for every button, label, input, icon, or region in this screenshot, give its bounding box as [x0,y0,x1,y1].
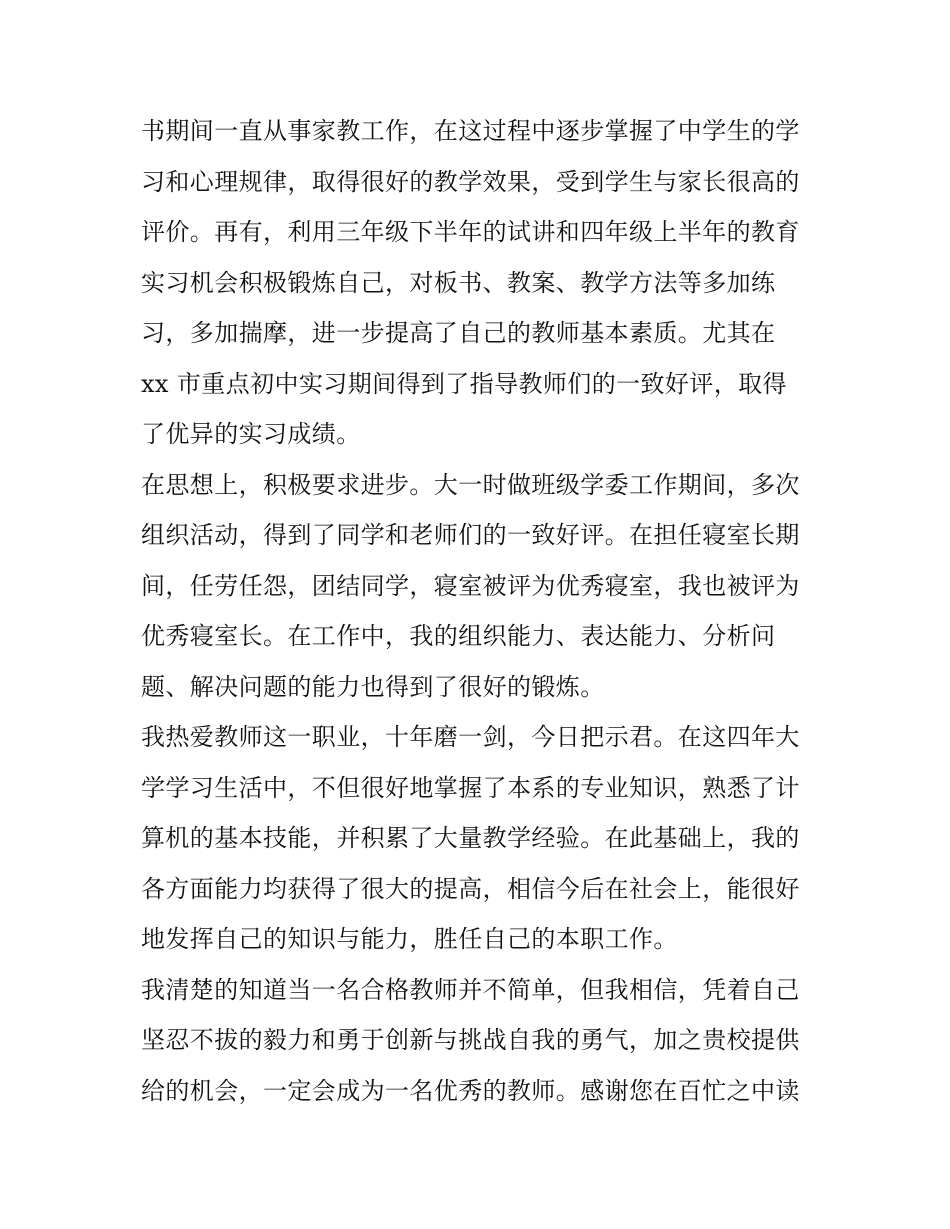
text-line-16: 各方面能力均获得了很大的提高，相信今后在社会上，能很好 [141,874,800,903]
text-line-15: 算机的基本技能，并积累了大量教学经验。在此基础上，我的 [141,824,800,852]
text-line-5: 习，多加揣摩，进一步提高了自己的教师基本素质。尤其在 [141,319,776,347]
text-line-19: 坚忍不拔的毅力和勇于创新与挑战自我的勇气，加之贵校提供 [141,1026,800,1054]
text-line-11: 优秀寝室长。在工作中，我的组织能力、表达能力、分析问 [141,622,776,650]
text-line-4: 实习机会积极锻炼自己，对板书、教案、教学方法等多加练 [141,268,776,297]
text-line-14: 学学习生活中，不但很好地掌握了本系的专业知识，熟悉了计 [141,773,800,802]
text-line-3: 评价。再有，利用三年级下半年的试讲和四年级上半年的教育 [141,218,800,246]
text-line-2: 习和心理规律，取得很好的教学效果，受到学生与家长很高的 [141,167,800,196]
text-line-6: xx 市重点初中实习期间得到了指导教师们的一致好评，取得 [141,369,787,398]
text-line-20: 给的机会，一定会成为一名优秀的教师。感谢您在百忙之中读 [141,1076,800,1105]
text-line-12: 题、解决问题的能力也得到了很好的锻炼。 [141,672,605,701]
text-line-10: 间，任劳任怨，团结同学，寝室被评为优秀寝室，我也被评为 [141,571,800,600]
text-line-8: 在思想上，积极要求进步。大一时做班级学委工作期间，多次 [141,470,800,499]
text-line-7: 了优异的实习成绩。 [141,420,361,448]
text-line-9: 组织活动，得到了同学和老师们的一致好评。在担任寝室长期 [141,521,800,549]
text-line-18: 我清楚的知道当一名合格教师并不简单，但我相信，凭着自己 [141,975,800,1004]
text-line-17: 地发挥自己的知识与能力，胜任自己的本职工作。 [141,925,678,953]
text-line-13: 我热爱教师这一职业，十年磨一剑，今日把示君。在这四年大 [141,723,800,751]
body-text [141,106,821,1116]
text-line-1: 书期间一直从事家教工作，在这过程中逐步掌握了中学生的学 [141,117,800,145]
